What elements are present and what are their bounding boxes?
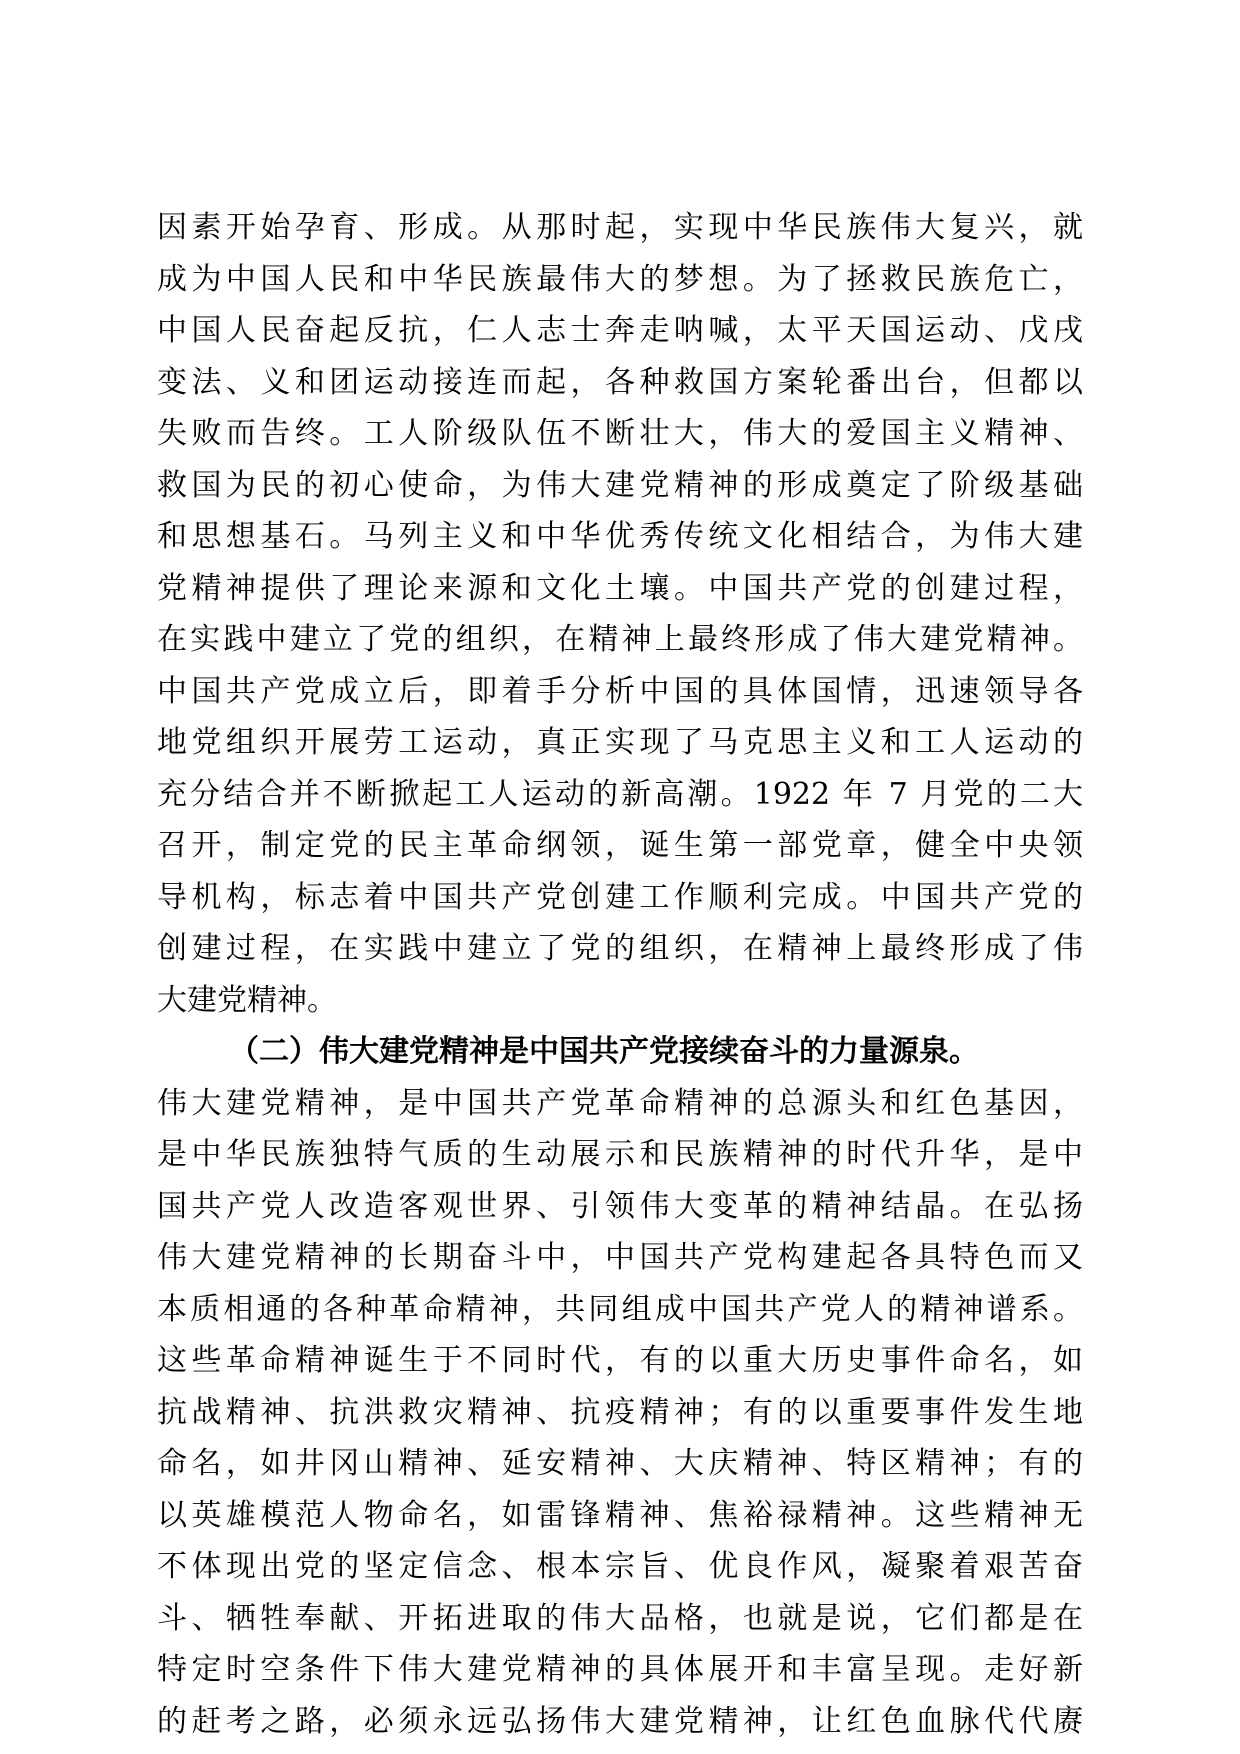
paragraph-line: 大建党精神。 bbox=[157, 982, 337, 1018]
paragraph-line: 伟大建党精神，是中国共产党革命精神的总源头和红色基因， bbox=[157, 1085, 1083, 1121]
paragraph-line: 召开，制定党的民主革命纲领，诞生第一部党章，健全中央领 bbox=[157, 828, 1083, 863]
body-text bbox=[157, 202, 1083, 1747]
paragraph-line: 导机构，标志着中国共产党创建工作顺利完成。中国共产党的 bbox=[157, 879, 1083, 915]
paragraph-line: 国共产党人改造客观世界、引领伟大变革的精神结晶。在弘扬 bbox=[157, 1188, 1083, 1224]
paragraph-line: 特定时空条件下伟大建党精神的具体展开和丰富呈现。走好新 bbox=[157, 1652, 1083, 1687]
paragraph-line: 本质相通的各种革命精神，共同组成中国共产党人的精神谱系。 bbox=[157, 1291, 1083, 1327]
paragraph-line: 这些革命精神诞生于不同时代，有的以重大历史事件命名，如 bbox=[157, 1343, 1083, 1378]
paragraph-line: 的赶考之路，必须永远弘扬伟大建党精神，让红色血脉代代赓 bbox=[157, 1703, 1083, 1739]
paragraph-line: 斗、牺牲奉献、开拓进取的伟大品格，也就是说，它们都是在 bbox=[157, 1600, 1083, 1636]
paragraph-line: 是中华民族独特气质的生动展示和民族精神的时代升华，是中 bbox=[157, 1137, 1083, 1172]
paragraph-line: 不体现出党的坚定信念、根本宗旨、优良作风，凝聚着艰苦奋 bbox=[157, 1549, 1083, 1584]
paragraph-line: 在实践中建立了党的组织，在精神上最终形成了伟大建党精神。 bbox=[157, 622, 1083, 657]
paragraph-line: 命名，如井冈山精神、延安精神、大庆精神、特区精神；有的 bbox=[157, 1446, 1083, 1481]
paragraph-line: 以英雄模范人物命名，如雷锋精神、焦裕禄精神。这些精神无 bbox=[157, 1497, 1083, 1533]
paragraph-line: 变法、义和团运动接连而起，各种救国方案轮番出台，但都以 bbox=[157, 364, 1083, 400]
section-heading: （二）伟大建党精神是中国共产党接续奋斗的力量源泉。 bbox=[229, 1034, 979, 1069]
paragraph-line: 成为中国人民和中华民族最伟大的梦想。为了拯救民族危亡， bbox=[157, 261, 1083, 297]
paragraph-line: 中国人民奋起反抗，仁人志士奔走呐喊，太平天国运动、戊戌 bbox=[157, 313, 1083, 348]
paragraph-line: 救国为民的初心使命，为伟大建党精神的形成奠定了阶级基础 bbox=[157, 467, 1083, 503]
paragraph-line: 充分结合并不断掀起工人运动的新高潮。1922 年 7 月党的二大 bbox=[157, 776, 1083, 812]
paragraph-line: 伟大建党精神的长期奋斗中，中国共产党构建起各具特色而又 bbox=[157, 1240, 1083, 1275]
paragraph-line: 中国共产党成立后，即着手分析中国的具体国情，迅速领导各 bbox=[157, 673, 1083, 709]
paragraph-line: 和思想基石。马列主义和中华优秀传统文化相结合，为伟大建 bbox=[157, 519, 1083, 554]
paragraph-line: 失败而告终。工人阶级队伍不断壮大，伟大的爱国主义精神、 bbox=[157, 416, 1083, 451]
paragraph-line: 党精神提供了理论来源和文化土壤。中国共产党的创建过程， bbox=[157, 570, 1083, 606]
paragraph-line: 地党组织开展劳工运动，真正实现了马克思主义和工人运动的 bbox=[157, 725, 1083, 760]
paragraph-line: 因素开始孕育、形成。从那时起，实现中华民族伟大复兴，就 bbox=[157, 210, 1083, 245]
paragraph-line: 创建过程，在实践中建立了党的组织，在精神上最终形成了伟 bbox=[157, 931, 1083, 966]
paragraph-line: 抗战精神、抗洪救灾精神、抗疫精神；有的以重要事件发生地 bbox=[157, 1394, 1083, 1430]
